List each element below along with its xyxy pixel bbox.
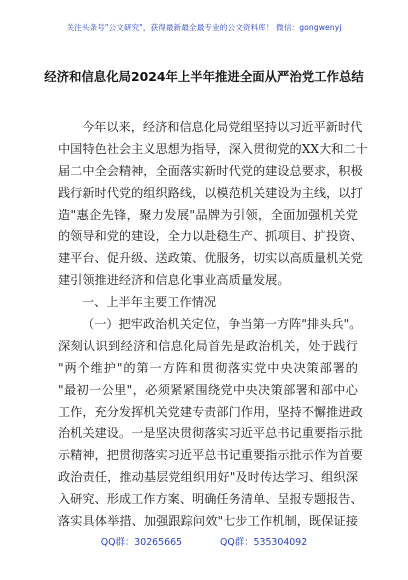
body-line: 示精神，把贯彻落实习近平总书记重要指示批示作为首要 (58, 448, 363, 463)
footer-contacts (0, 534, 408, 548)
body-line: 届二中全会精神，全面落实新时代党的建设总要求，积极 (58, 163, 363, 178)
body-line: 践行新时代党的组织路线，以模范机关建设为主线，以打 (58, 185, 363, 200)
qq-group-1: QQ群：30265665 (100, 537, 183, 548)
body-line: 的领导和党的建设，全力以赴稳生产、抓项目、扩投资、 (58, 229, 363, 244)
body-line: 政治责任，推动基层党组织用好"及时传达学习、组织深 (58, 470, 358, 485)
body-line: 建平台、促升级、送政策、优服务，切实以高质量机关党 (58, 251, 363, 266)
body-line: 今年以来，经济和信息化局党组坚持以习近平新时代 (82, 120, 363, 134)
document-title: 经济和信息化局2024年上半年推进全面从严治党工作总结 (44, 69, 364, 84)
header-banner: 关注头条号"公文研究"，获得最新最全最专业的公文资料库！ 微信：gongwenyj (66, 23, 342, 32)
body-line: "两个维护"的第一方阵和贯彻落实党中央决策部署的 (58, 360, 358, 375)
document-body (58, 117, 368, 533)
body-line: 工作，充分发挥机关党建专责部门作用，坚持不懈推进政 (58, 404, 363, 419)
subsection-heading: （一）把牢政治机关定位，争当第一方阵"排头兵"。 (82, 317, 362, 332)
body-line: "最初一公里"，必须紧紧围绕党中央决策部署和部中心 (58, 382, 358, 397)
body-line: 造"惠企先锋，聚力发展"品牌为引领，全面加强机关党 (58, 207, 358, 222)
body-line: 深刻认识到经济和信息化局首先是政治机关，处于践行 (58, 338, 358, 353)
section-heading: 一、上半年主要工作情况 (82, 295, 217, 310)
body-line: 治机关建设。一是坚决贯彻落实习近平总书记重要指示批 (58, 426, 363, 441)
body-line: 中国特色社会主义思想为指导，深入贯彻党的XX大和二十 (58, 141, 368, 156)
body-line: 入研究、形成工作方案、明确任务清单、呈报专题报告、 (58, 492, 363, 507)
body-line: 建引领推进经济和信息化事业高质量发展。 (58, 273, 290, 288)
qq-group-2: QQ群：535304092 (220, 537, 308, 548)
body-line: 落实具体举措、加强跟踪问效"七步工作机制，既保证接 (58, 514, 358, 529)
